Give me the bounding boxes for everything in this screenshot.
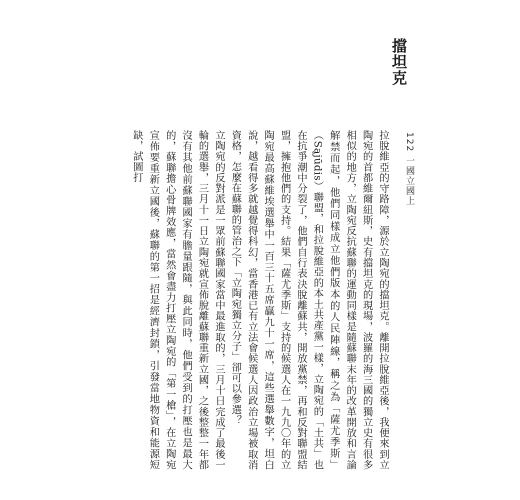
paragraph: 拉脫維亞的守路障，源於立陶宛的擋坦克。離開拉脫維亞後，我便來到立陶宛的首都維爾紐斯，史有擋坦克的現場，波羅的海三國的獨立史有很多相似的地方，立陶宛反抗蘇聯的運動同樣是隨蘇聯末年的改革開放和言論解禁而起，他們同樣成立他們版本的人民陣線，稱之為「薩尤季斯」（Sąjūdis）聯盟，和拉脫維亞的本土共產黨一樣，立陶宛的「土共」也在抗爭潮中分裂了，他們自行表決脫離蘇共，開放黨禁，再和反對聯盟結盟，擁抱他們的支持。結果「薩尤季斯」支持的候選人在一九九〇年的立陶宛最高蘇維埃選舉中一百三十五席贏九十一席，這些選舉數字，坦白說，越看得多就越覺得科幻，當香港已有立法會候選人因政治立場被取消資格，怎麼在蘇聯的管治之下「立陶宛獨立分子」卻可以參選？ [229,130,388,470]
paragraph: 立陶宛的反對派是一眾前蘇聯國家當中最進取的，三月十日完成了最後一輪的選舉，三月十一日立陶宛就宣佈脫離蘇聯重新立國，之後整整一年都沒有其他前蘇聯國家有膽量跟隨，與此同時，他們受到的打壓也是最大的，蘇聯擔心骨牌效應，當然會盡力打壓立陶宛的「第一槍」，在立陶宛宣佈要重新立國後，蘇聯的第一招是經濟封鎖，引發當地物資和能源短缺，試圖打 [130,130,224,470]
running-head: 122 一國立國上 [404,132,414,207]
body-text [128,130,390,470]
chapter-title: 擋坦克 [390,38,408,86]
